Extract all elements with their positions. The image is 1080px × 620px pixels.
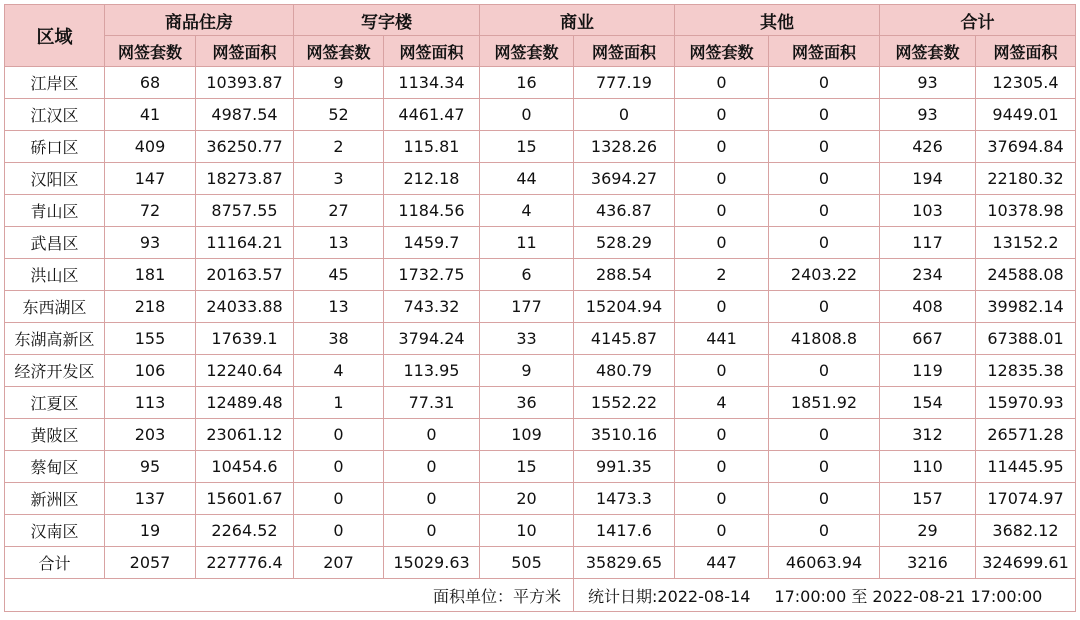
total-label: 合计 — [5, 547, 105, 579]
table-cell: 0 — [675, 67, 769, 99]
header-row-sub — [5, 36, 1076, 67]
region-name: 江汉区 — [5, 99, 105, 131]
footer-row — [5, 579, 1076, 612]
table-row — [5, 483, 1076, 515]
table-cell: 16 — [480, 67, 574, 99]
table-cell: 426 — [880, 131, 976, 163]
region-name: 黄陂区 — [5, 419, 105, 451]
table-cell: 147 — [105, 163, 196, 195]
table-cell: 4461.47 — [384, 99, 480, 131]
table-cell: 12835.38 — [976, 355, 1076, 387]
header-group-commercial: 商业 — [480, 5, 675, 36]
table-cell: 10454.6 — [196, 451, 294, 483]
table-cell: 0 — [675, 355, 769, 387]
table-cell: 1473.3 — [574, 483, 675, 515]
table-cell: 4 — [675, 387, 769, 419]
table-cell: 10378.98 — [976, 195, 1076, 227]
table-cell: 0 — [769, 451, 880, 483]
table-cell: 1417.6 — [574, 515, 675, 547]
stat-start-time: 17:00:00 — [774, 586, 847, 606]
table-cell: 0 — [574, 99, 675, 131]
unit-note-cell — [5, 579, 574, 612]
table-cell: 288.54 — [574, 259, 675, 291]
table-cell: 26571.28 — [976, 419, 1076, 451]
total-cell: 46063.94 — [769, 547, 880, 579]
table-cell: 106 — [105, 355, 196, 387]
table-cell: 203 — [105, 419, 196, 451]
header-sub-area: 网签面积 — [574, 36, 675, 67]
table-cell: 0 — [769, 131, 880, 163]
table-cell: 157 — [880, 483, 976, 515]
total-cell: 505 — [480, 547, 574, 579]
table-cell: 409 — [105, 131, 196, 163]
region-name: 东湖高新区 — [5, 323, 105, 355]
table-cell: 480.79 — [574, 355, 675, 387]
table-cell: 15 — [480, 451, 574, 483]
table-cell: 17074.97 — [976, 483, 1076, 515]
table-cell: 4987.54 — [196, 99, 294, 131]
table-cell: 234 — [880, 259, 976, 291]
table-row — [5, 355, 1076, 387]
table-cell: 15970.93 — [976, 387, 1076, 419]
table-cell: 6 — [480, 259, 574, 291]
table-cell: 3682.12 — [976, 515, 1076, 547]
table-cell: 41 — [105, 99, 196, 131]
header-group-other: 其他 — [675, 5, 880, 36]
table-cell: 12240.64 — [196, 355, 294, 387]
table-cell: 0 — [675, 163, 769, 195]
table-cell: 24588.08 — [976, 259, 1076, 291]
table-cell: 4145.87 — [574, 323, 675, 355]
table-row — [5, 227, 1076, 259]
table-cell: 2403.22 — [769, 259, 880, 291]
table-cell: 1732.75 — [384, 259, 480, 291]
table-cell: 29 — [880, 515, 976, 547]
table-cell: 0 — [769, 195, 880, 227]
table-cell: 312 — [880, 419, 976, 451]
table-cell: 9 — [480, 355, 574, 387]
table-cell: 2 — [294, 131, 384, 163]
table-cell: 0 — [294, 451, 384, 483]
table-cell: 0 — [769, 515, 880, 547]
region-name: 汉南区 — [5, 515, 105, 547]
table-row — [5, 67, 1076, 99]
table-cell: 0 — [384, 515, 480, 547]
sales-table — [4, 4, 1076, 612]
region-name: 江岸区 — [5, 67, 105, 99]
table-cell: 72 — [105, 195, 196, 227]
table-cell: 110 — [880, 451, 976, 483]
table-cell: 119 — [880, 355, 976, 387]
table-cell: 0 — [769, 67, 880, 99]
table-cell: 0 — [675, 483, 769, 515]
region-name: 青山区 — [5, 195, 105, 227]
table-cell: 0 — [384, 483, 480, 515]
table-cell: 36250.77 — [196, 131, 294, 163]
table-cell: 1184.56 — [384, 195, 480, 227]
table-cell: 15204.94 — [574, 291, 675, 323]
header-sub-area: 网签面积 — [976, 36, 1076, 67]
table-row — [5, 387, 1076, 419]
total-cell: 2057 — [105, 547, 196, 579]
table-row — [5, 323, 1076, 355]
total-row — [5, 547, 1076, 579]
header-sub-count: 网签套数 — [675, 36, 769, 67]
table-cell: 2 — [675, 259, 769, 291]
table-cell: 12305.4 — [976, 67, 1076, 99]
table-cell: 41808.8 — [769, 323, 880, 355]
table-cell: 0 — [769, 483, 880, 515]
table-cell: 24033.88 — [196, 291, 294, 323]
region-name: 硚口区 — [5, 131, 105, 163]
table-cell: 36 — [480, 387, 574, 419]
table-cell: 93 — [880, 67, 976, 99]
table-cell: 441 — [675, 323, 769, 355]
table-cell: 218 — [105, 291, 196, 323]
table-cell: 3794.24 — [384, 323, 480, 355]
table-cell: 17639.1 — [196, 323, 294, 355]
table-cell: 109 — [480, 419, 574, 451]
table-row — [5, 451, 1076, 483]
table-cell: 194 — [880, 163, 976, 195]
table-cell: 0 — [294, 515, 384, 547]
table-cell: 39982.14 — [976, 291, 1076, 323]
table-row — [5, 419, 1076, 451]
table-cell: 93 — [880, 99, 976, 131]
header-sub-area: 网签面积 — [384, 36, 480, 67]
table-cell: 0 — [675, 451, 769, 483]
table-cell: 0 — [675, 291, 769, 323]
total-cell: 447 — [675, 547, 769, 579]
table-cell: 113.95 — [384, 355, 480, 387]
table-cell: 11164.21 — [196, 227, 294, 259]
header-sub-area: 网签面积 — [769, 36, 880, 67]
table-cell: 115.81 — [384, 131, 480, 163]
region-name: 汉阳区 — [5, 163, 105, 195]
table-cell: 408 — [880, 291, 976, 323]
table-row — [5, 99, 1076, 131]
table-cell: 22180.32 — [976, 163, 1076, 195]
unit-note: 面积单位：平方米 — [432, 586, 561, 606]
table-cell: 528.29 — [574, 227, 675, 259]
table-cell: 27 — [294, 195, 384, 227]
table-cell: 20163.57 — [196, 259, 294, 291]
stat-date-cell — [574, 579, 1076, 612]
table-row — [5, 163, 1076, 195]
table-cell: 10 — [480, 515, 574, 547]
stat-range: 至 2022-08-21 17:00:00 — [851, 586, 1043, 606]
table-cell: 0 — [769, 355, 880, 387]
total-cell: 35829.65 — [574, 547, 675, 579]
table-cell: 0 — [384, 419, 480, 451]
table-cell: 13152.2 — [976, 227, 1076, 259]
header-sub-count: 网签套数 — [880, 36, 976, 67]
table-cell: 11 — [480, 227, 574, 259]
table-footer — [5, 579, 1076, 612]
header-region: 区域 — [5, 5, 105, 67]
table-row — [5, 515, 1076, 547]
header-sub-count: 网签套数 — [105, 36, 196, 67]
table-cell: 0 — [675, 419, 769, 451]
table-cell: 15 — [480, 131, 574, 163]
table-cell: 44 — [480, 163, 574, 195]
table-cell: 52 — [294, 99, 384, 131]
table-cell: 743.32 — [384, 291, 480, 323]
table-cell: 0 — [480, 99, 574, 131]
table-cell: 667 — [880, 323, 976, 355]
table-cell: 777.19 — [574, 67, 675, 99]
total-cell: 15029.63 — [384, 547, 480, 579]
table-cell: 113 — [105, 387, 196, 419]
table-cell: 93 — [105, 227, 196, 259]
total-cell: 207 — [294, 547, 384, 579]
header-sub-area: 网签面积 — [196, 36, 294, 67]
table-cell: 1459.7 — [384, 227, 480, 259]
table-cell: 68 — [105, 67, 196, 99]
table-cell: 0 — [294, 483, 384, 515]
region-name: 经济开发区 — [5, 355, 105, 387]
table-body — [5, 67, 1076, 579]
table-cell: 9449.01 — [976, 99, 1076, 131]
header-sub-count: 网签套数 — [480, 36, 574, 67]
table-cell: 1134.34 — [384, 67, 480, 99]
table-cell: 0 — [675, 515, 769, 547]
table-cell: 13 — [294, 291, 384, 323]
region-name: 东西湖区 — [5, 291, 105, 323]
table-cell: 11445.95 — [976, 451, 1076, 483]
table-cell: 103 — [880, 195, 976, 227]
table-cell: 117 — [880, 227, 976, 259]
table-cell: 0 — [294, 419, 384, 451]
table-cell: 1552.22 — [574, 387, 675, 419]
region-name: 新洲区 — [5, 483, 105, 515]
table-cell: 3510.16 — [574, 419, 675, 451]
table-cell: 77.31 — [384, 387, 480, 419]
table-cell: 1 — [294, 387, 384, 419]
table-cell: 13 — [294, 227, 384, 259]
table-cell: 3694.27 — [574, 163, 675, 195]
table-cell: 1328.26 — [574, 131, 675, 163]
header-group-total: 合计 — [880, 5, 1076, 36]
table-cell: 10393.87 — [196, 67, 294, 99]
table-cell: 154 — [880, 387, 976, 419]
total-cell: 227776.4 — [196, 547, 294, 579]
table-cell: 23061.12 — [196, 419, 294, 451]
region-name: 武昌区 — [5, 227, 105, 259]
table-row — [5, 259, 1076, 291]
table-row — [5, 131, 1076, 163]
table-cell: 0 — [675, 99, 769, 131]
table-cell: 20 — [480, 483, 574, 515]
table-cell: 37694.84 — [976, 131, 1076, 163]
region-name: 洪山区 — [5, 259, 105, 291]
table-cell: 0 — [384, 451, 480, 483]
table-cell: 212.18 — [384, 163, 480, 195]
header-group-office: 写字楼 — [294, 5, 480, 36]
data-table-wrapper — [4, 4, 1075, 612]
table-row — [5, 291, 1076, 323]
table-cell: 0 — [769, 163, 880, 195]
table-cell: 991.35 — [574, 451, 675, 483]
table-cell: 9 — [294, 67, 384, 99]
table-cell: 0 — [769, 291, 880, 323]
table-cell: 137 — [105, 483, 196, 515]
table-cell: 1851.92 — [769, 387, 880, 419]
table-cell: 4 — [480, 195, 574, 227]
table-cell: 4 — [294, 355, 384, 387]
table-cell: 3 — [294, 163, 384, 195]
stat-date-label: 统计日期:2022-08-14 — [588, 586, 751, 606]
table-cell: 38 — [294, 323, 384, 355]
table-cell: 15601.67 — [196, 483, 294, 515]
table-cell: 33 — [480, 323, 574, 355]
total-cell: 324699.61 — [976, 547, 1076, 579]
table-cell: 67388.01 — [976, 323, 1076, 355]
table-cell: 177 — [480, 291, 574, 323]
table-cell: 181 — [105, 259, 196, 291]
table-cell: 0 — [769, 227, 880, 259]
table-cell: 8757.55 — [196, 195, 294, 227]
table-cell: 155 — [105, 323, 196, 355]
table-cell: 0 — [675, 195, 769, 227]
table-cell: 45 — [294, 259, 384, 291]
region-name: 江夏区 — [5, 387, 105, 419]
table-cell: 0 — [675, 227, 769, 259]
table-cell: 436.87 — [574, 195, 675, 227]
table-cell: 12489.48 — [196, 387, 294, 419]
region-name: 蔡甸区 — [5, 451, 105, 483]
table-cell: 0 — [769, 419, 880, 451]
table-header — [5, 5, 1076, 67]
table-cell: 18273.87 — [196, 163, 294, 195]
table-row — [5, 195, 1076, 227]
header-sub-count: 网签套数 — [294, 36, 384, 67]
table-cell: 0 — [769, 99, 880, 131]
table-cell: 95 — [105, 451, 196, 483]
table-cell: 19 — [105, 515, 196, 547]
table-cell: 2264.52 — [196, 515, 294, 547]
header-group-residential: 商品住房 — [105, 5, 294, 36]
header-row-groups — [5, 5, 1076, 36]
table-cell: 0 — [675, 131, 769, 163]
total-cell: 3216 — [880, 547, 976, 579]
